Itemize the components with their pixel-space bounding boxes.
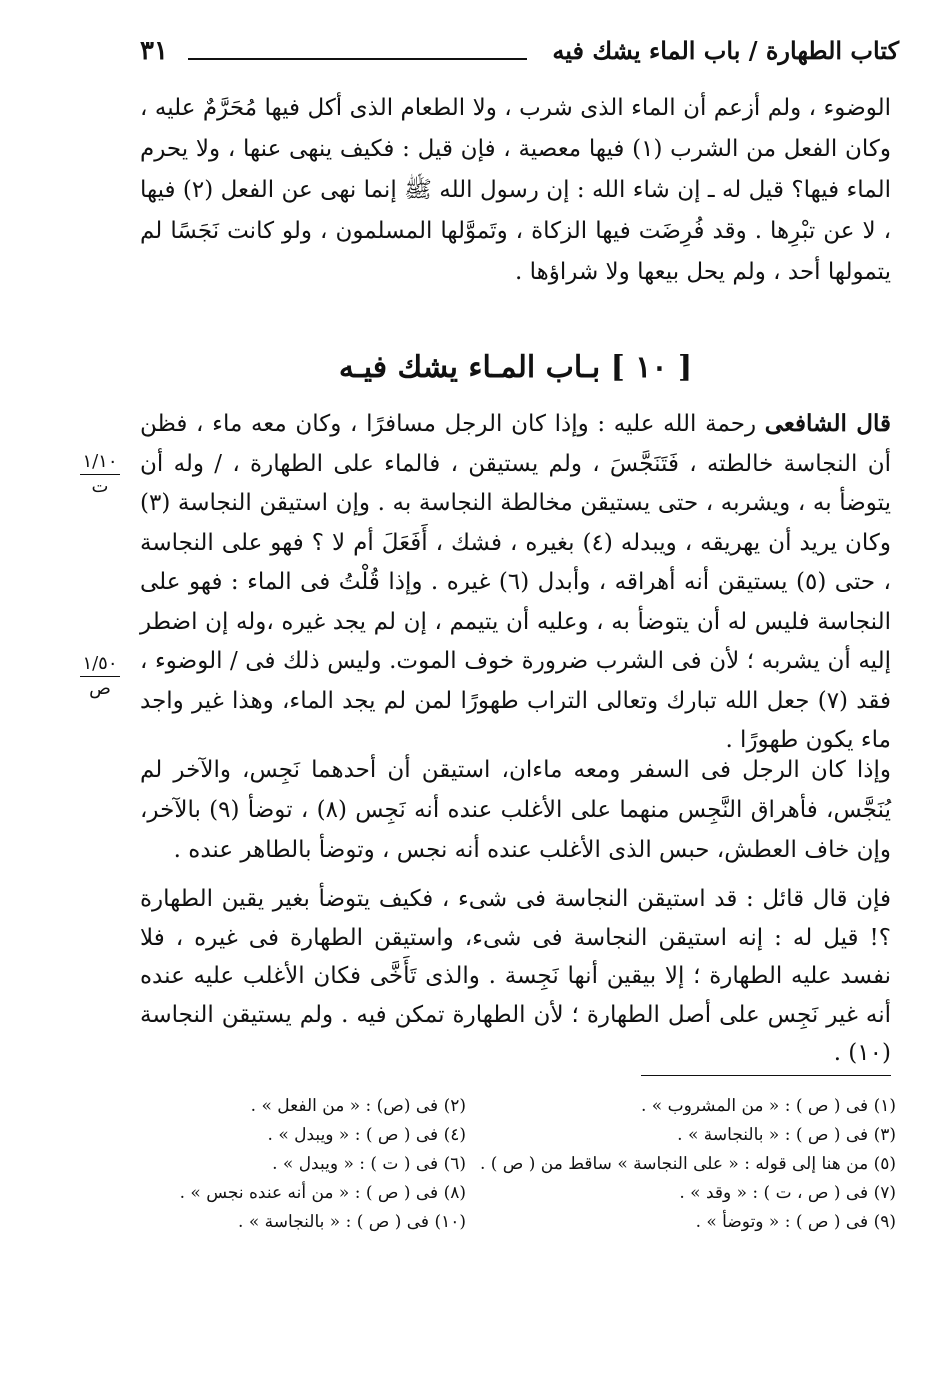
paragraph-continued — [140, 88, 891, 293]
header-title: كتاب الطهارة / باب الماء يشك فيه — [552, 36, 899, 65]
paragraph-text: فإن قال قائل : قد استيقن النجاسة فى شىء ، فكيف يتوضأ بغير يقين الطهارة ؟! قيل له : إنه استيقن النجاسة فى شىء، واستيقن الطهارة فى غيره ، فلا نفسد عليه الطهارة ؛ إلا بيقين أنها نَجِسة . والذى تَأَخَّى فكان الأغلب عليه عنده أنه غير نَجِس على أصل الطهارة ؛ لأن الطهارة تمكن فيه . ولم يستيقن النجاسة (١٠) . — [140, 886, 891, 1066]
footnote-row — [116, 1096, 896, 1125]
paragraph-text — [140, 404, 891, 761]
header-rule — [188, 58, 527, 60]
paragraph-shafii — [140, 404, 891, 761]
footnote: (١) فى ( ص ) : « من المشروب » . — [640, 1096, 896, 1116]
footnote: (٦) فى ( ت ) : « ويبدل » . — [272, 1154, 466, 1174]
footnote-row — [116, 1183, 896, 1212]
margin-note — [80, 654, 120, 699]
footnote: (٨) فى ( ص ) : « من أنه عنده نجس » . — [179, 1183, 466, 1203]
footnote: (٥) من هنا إلى قوله : « على النجاسة » ساقط من ( ص ) . — [479, 1154, 896, 1174]
footnote-row — [116, 1212, 896, 1241]
footnotes — [116, 1096, 896, 1241]
footnote: (٩) فى ( ص ) : « وتوضأ » . — [695, 1212, 896, 1232]
margin-note — [80, 452, 120, 497]
paragraph-objection — [140, 880, 891, 1073]
paragraph-text: الوضوء ، ولم أزعم أن الماء الذى شرب ، ولا الطعام الذى أكل فيها مُحَرَّمٌ عليه ، وكان الفعل من الشرب (١) فيها معصية ، فإن قيل : فكيف ينهى عنها ، ولا يحرم الماء فيها؟ قيل له ـ إن شاء الله : إن رسول الله ﷺ إنما نهى عن الفعل (٢) فيها ، لا عن تبْرِها . وقد فُرِضَت فيها الزكاة ، وتَموَّلها المسلمون ، ولو كانت نَجَسًا لم يتمولها أحد ، ولم يحل بيعها ولا شراؤها . — [140, 95, 891, 285]
footnote-divider — [641, 1075, 891, 1076]
margin-note-number: ١/١٠ — [80, 452, 120, 475]
footnote: (٣) فى ( ص ) : « بالنجاسة » . — [677, 1125, 896, 1145]
paragraph-two-waters — [140, 750, 891, 870]
footnote-row — [116, 1125, 896, 1154]
margin-note-number: ١/٥٠ — [80, 654, 120, 677]
footnote: (٧) فى ( ص ، ت ) : « وقد » . — [679, 1183, 896, 1203]
footnote: (٢) فى (ص) : « من الفعل » . — [250, 1096, 466, 1116]
paragraph-body: رحمة الله عليه : وإذا كان الرجل مسافرًا ، وكان معه ماء ، فظن أن النجاسة خالطته ، فَتَنَجَّسَ ، ولم يستيقن ، فالماء على الطهارة ، / وله أن يتوضأ به ، ويشربه ، حتى يستيقن مخالطة النجاسة به . وإن استيقن النجاسة (٣) وكان يريد أن يهريقه ، ويبدله (٤) بغيره ، فشك ، أَفَعَلَ أم لا ؟ فهو على النجاسة ، حتى (٥) يستيقن أنه أهراقه ، وأبدل (٦) غيره . وإذا قُلْتُ فى الماء : فهو على النجاسة فليس له أن يتوضأ به ، وعليه أن يتيمم ، إن لم يجد غيره ،وله إن اضطر إليه أن يشربه ؛ لأن فى الشرب ضرورة خوف الموت. وليس ذلك فى / الوضوء ، فقد (٧) جعل الله تبارك وتعالى التراب طهورًا لمن لم يجد الماء، وهذا غير واجد ماء يكون طهورًا . — [140, 411, 891, 753]
footnote: (٤) فى ( ص ) : « ويبدل » . — [267, 1125, 466, 1145]
paragraph-text: وإذا كان الرجل فى السفر ومعه ماءان، استيقن أن أحدهما نَجِس، والآخر لم يُنَجَّس، فأهراق النَّجِس منهما على الأغلب عنده أنه نَجِس (٨) ، توضأ (٩) بالآخر، وإن خاف العطش، حبس الذى الأغلب عنده أنه نجس ، وتوضأ بالطاهر عنده . — [140, 757, 891, 863]
running-header — [140, 32, 899, 72]
page-number: ٣١ — [140, 36, 168, 66]
margin-note-label: ص — [89, 678, 111, 699]
margin-note-label: ت — [91, 476, 109, 497]
section-heading: [ ١٠ ] بـاب المـاء يشك فيـه — [338, 350, 693, 385]
footnote-row — [116, 1154, 896, 1183]
paragraph-lead: قال الشافعى — [764, 410, 891, 437]
footnote: (١٠) فى ( ص ) : « بالنجاسة » . — [238, 1212, 466, 1232]
